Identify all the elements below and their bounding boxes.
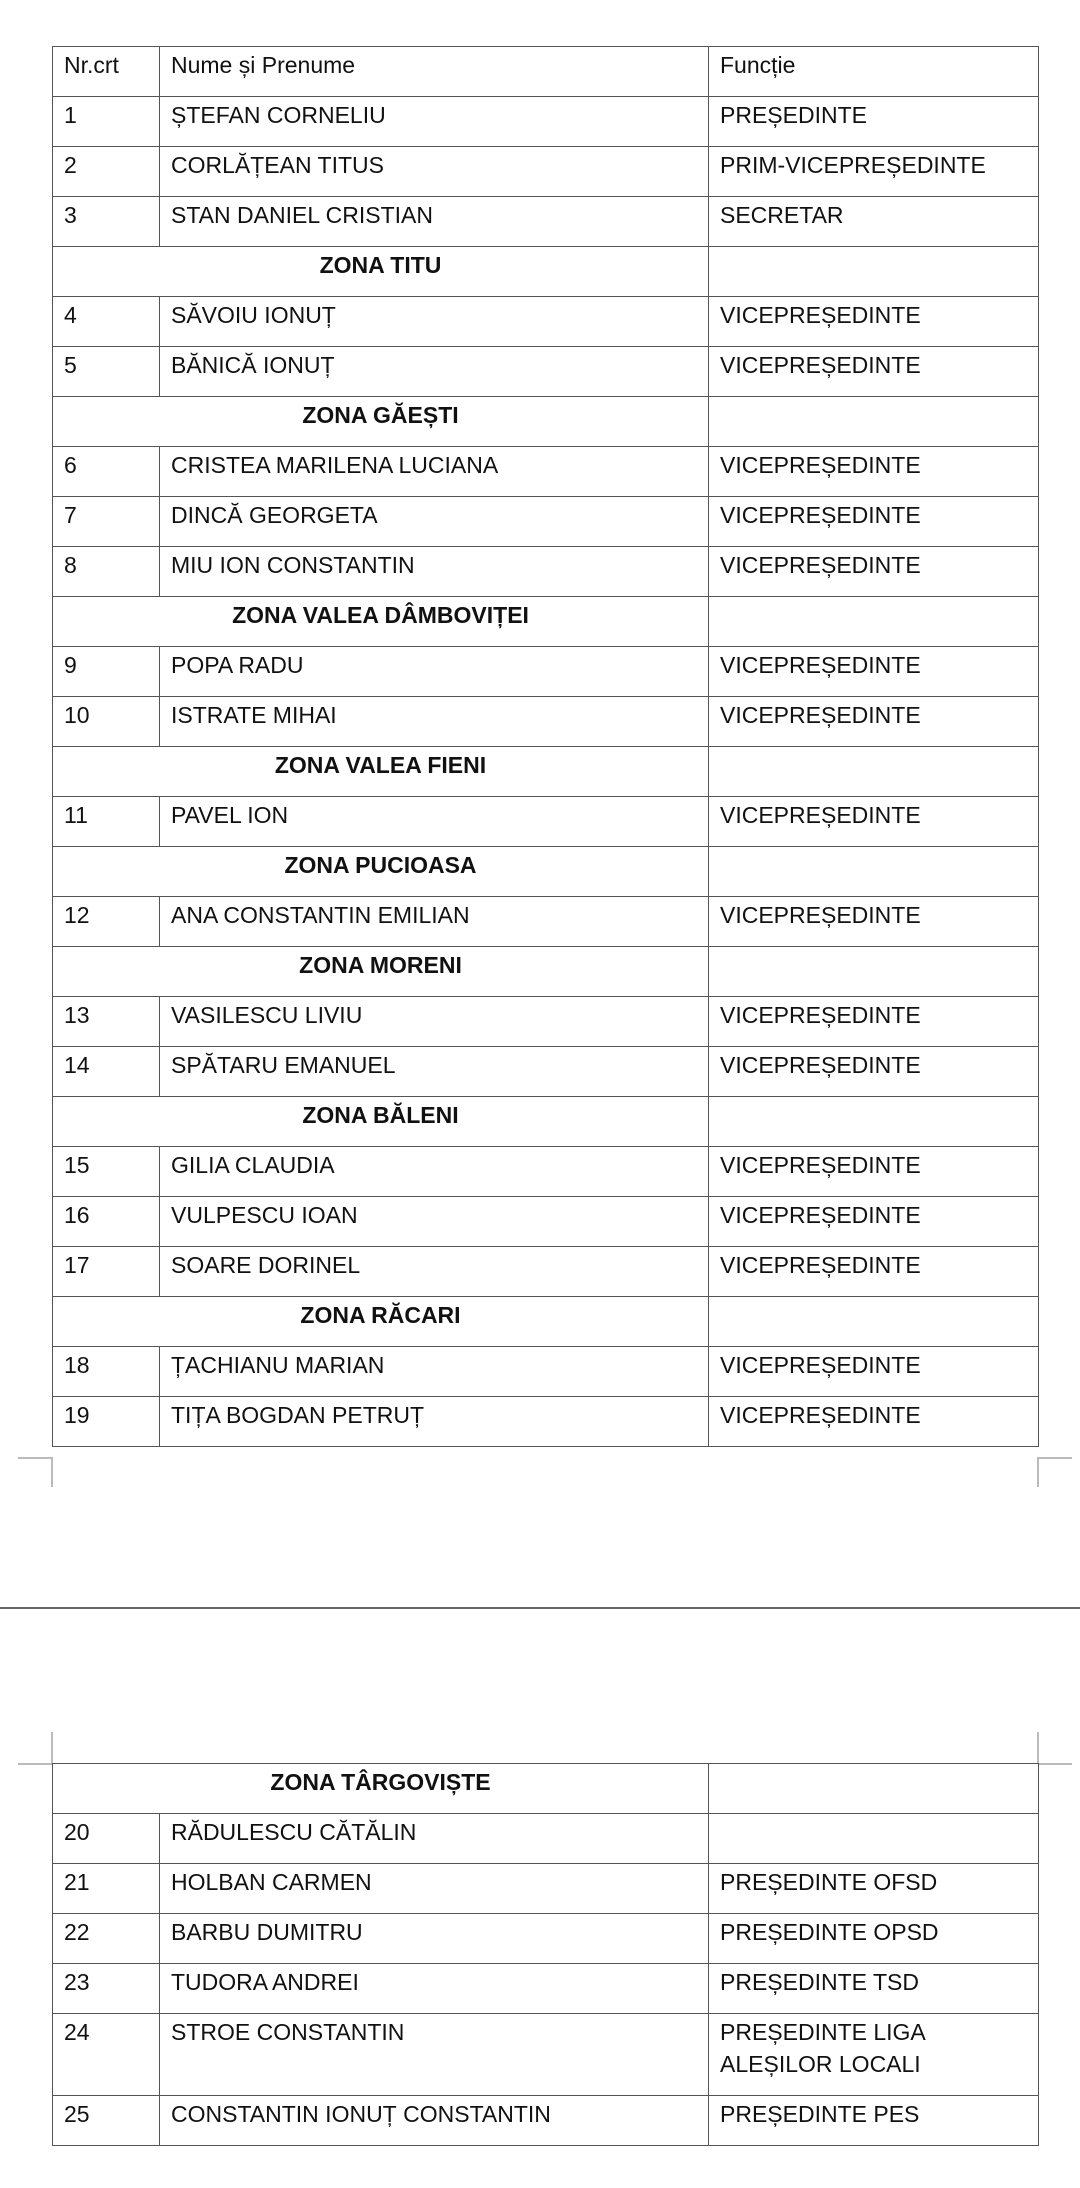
cell-name: STAN DANIEL CRISTIAN [160, 197, 709, 247]
cell-name: DINCĂ GEORGETA [160, 497, 709, 547]
cell-name: GILIA CLAUDIA [160, 1147, 709, 1197]
cell-name: SĂVOIU IONUȚ [160, 297, 709, 347]
zone-row [53, 847, 1039, 897]
members-table-page-1 [52, 46, 1039, 1447]
crop-mark [1037, 1457, 1039, 1487]
zone-row [53, 1764, 1039, 1814]
table-row [53, 447, 1039, 497]
cell-role: VICEPREȘEDINTE [709, 447, 1039, 497]
cell-nr: 10 [53, 697, 160, 747]
zone-label: ZONA BĂLENI [53, 1097, 709, 1147]
cell-role: VICEPREȘEDINTE [709, 547, 1039, 597]
cell-name: ȘTEFAN CORNELIU [160, 97, 709, 147]
cell-name: VASILESCU LIVIU [160, 997, 709, 1047]
zone-role-empty [709, 747, 1039, 797]
zone-role-empty [709, 847, 1039, 897]
crop-mark [51, 1732, 53, 1764]
cell-role [709, 1814, 1039, 1864]
cell-nr: 14 [53, 1047, 160, 1097]
cell-nr: 16 [53, 1197, 160, 1247]
cell-name: STROE CONSTANTIN [160, 2014, 709, 2096]
cell-name: TIȚA BOGDAN PETRUȚ [160, 1397, 709, 1447]
table-row [53, 1047, 1039, 1097]
cell-name: MIU ION CONSTANTIN [160, 547, 709, 597]
header-role: Funcție [709, 47, 1039, 97]
zone-row [53, 747, 1039, 797]
cell-role: PREȘEDINTE OPSD [709, 1914, 1039, 1964]
cell-nr: 13 [53, 997, 160, 1047]
table-row [53, 197, 1039, 247]
cell-name: RĂDULESCU CĂTĂLIN [160, 1814, 709, 1864]
table-row [53, 647, 1039, 697]
cell-nr: 17 [53, 1247, 160, 1297]
zone-label: ZONA PUCIOASA [53, 847, 709, 897]
cell-nr: 6 [53, 447, 160, 497]
table-row [53, 1197, 1039, 1247]
cell-nr: 2 [53, 147, 160, 197]
table-row [53, 1964, 1039, 2014]
table-row [53, 2096, 1039, 2146]
zone-role-empty [709, 947, 1039, 997]
zone-role-empty [709, 597, 1039, 647]
cell-name: ANA CONSTANTIN EMILIAN [160, 897, 709, 947]
cell-role: VICEPREȘEDINTE [709, 1047, 1039, 1097]
crop-mark [18, 1457, 52, 1459]
cell-name: ȚACHIANU MARIAN [160, 1347, 709, 1397]
table-row [53, 97, 1039, 147]
zone-role-empty [709, 1764, 1039, 1814]
table-row [53, 497, 1039, 547]
zone-label: ZONA RĂCARI [53, 1297, 709, 1347]
crop-mark [1038, 1763, 1072, 1765]
zone-row [53, 947, 1039, 997]
crop-mark [1038, 1457, 1072, 1459]
cell-name: POPA RADU [160, 647, 709, 697]
table-row [53, 1864, 1039, 1914]
cell-nr: 7 [53, 497, 160, 547]
cell-nr: 23 [53, 1964, 160, 2014]
zone-label: ZONA TITU [53, 247, 709, 297]
cell-nr: 24 [53, 2014, 160, 2096]
cell-role: VICEPREȘEDINTE [709, 1247, 1039, 1297]
cell-nr: 9 [53, 647, 160, 697]
cell-name: VULPESCU IOAN [160, 1197, 709, 1247]
crop-mark [18, 1763, 52, 1765]
zone-label: ZONA VALEA DÂMBOVIȚEI [53, 597, 709, 647]
zone-row [53, 247, 1039, 297]
members-table-page-2 [52, 1763, 1039, 2146]
table-row [53, 1814, 1039, 1864]
cell-role: PREȘEDINTE LIGA ALEȘILOR LOCALI [709, 2014, 1039, 2096]
cell-nr: 5 [53, 347, 160, 397]
zone-row [53, 397, 1039, 447]
zone-label: ZONA MORENI [53, 947, 709, 997]
cell-role: VICEPREȘEDINTE [709, 1147, 1039, 1197]
cell-role: VICEPREȘEDINTE [709, 647, 1039, 697]
cell-role: VICEPREȘEDINTE [709, 997, 1039, 1047]
cell-name: SPĂTARU EMANUEL [160, 1047, 709, 1097]
table-row [53, 797, 1039, 847]
table-row [53, 297, 1039, 347]
cell-role: PREȘEDINTE OFSD [709, 1864, 1039, 1914]
cell-nr: 20 [53, 1814, 160, 1864]
cell-role: VICEPREȘEDINTE [709, 697, 1039, 747]
cell-nr: 4 [53, 297, 160, 347]
cell-role: VICEPREȘEDINTE [709, 497, 1039, 547]
cell-role: VICEPREȘEDINTE [709, 297, 1039, 347]
cell-nr: 21 [53, 1864, 160, 1914]
table-row [53, 2014, 1039, 2096]
table-row [53, 697, 1039, 747]
page-break-line [0, 1607, 1080, 1609]
header-name: Nume și Prenume [160, 47, 709, 97]
zone-label: ZONA TÂRGOVIȘTE [53, 1764, 709, 1814]
zone-label: ZONA GĂEȘTI [53, 397, 709, 447]
zone-role-empty [709, 397, 1039, 447]
zone-label: ZONA VALEA FIENI [53, 747, 709, 797]
cell-name: BĂNICĂ IONUȚ [160, 347, 709, 397]
crop-mark [51, 1457, 53, 1487]
table-row [53, 547, 1039, 597]
cell-name: CRISTEA MARILENA LUCIANA [160, 447, 709, 497]
cell-nr: 1 [53, 97, 160, 147]
cell-nr: 25 [53, 2096, 160, 2146]
cell-name: SOARE DORINEL [160, 1247, 709, 1297]
cell-role: VICEPREȘEDINTE [709, 897, 1039, 947]
cell-nr: 15 [53, 1147, 160, 1197]
zone-row [53, 1297, 1039, 1347]
zone-role-empty [709, 1297, 1039, 1347]
table-row [53, 997, 1039, 1047]
table-row [53, 897, 1039, 947]
cell-role: VICEPREȘEDINTE [709, 797, 1039, 847]
cell-role: VICEPREȘEDINTE [709, 1197, 1039, 1247]
cell-nr: 18 [53, 1347, 160, 1397]
table-row [53, 1397, 1039, 1447]
crop-mark [1037, 1732, 1039, 1764]
cell-name: CONSTANTIN IONUȚ CONSTANTIN [160, 2096, 709, 2146]
cell-role: PREȘEDINTE [709, 97, 1039, 147]
table-row [53, 1347, 1039, 1397]
zone-role-empty [709, 1097, 1039, 1147]
cell-nr: 19 [53, 1397, 160, 1447]
cell-nr: 22 [53, 1914, 160, 1964]
cell-role: VICEPREȘEDINTE [709, 1347, 1039, 1397]
table-row [53, 1147, 1039, 1197]
cell-name: HOLBAN CARMEN [160, 1864, 709, 1914]
cell-role: PREȘEDINTE TSD [709, 1964, 1039, 2014]
zone-role-empty [709, 247, 1039, 297]
cell-name: PAVEL ION [160, 797, 709, 847]
table-row [53, 147, 1039, 197]
table-row [53, 347, 1039, 397]
cell-nr: 11 [53, 797, 160, 847]
cell-name: ISTRATE MIHAI [160, 697, 709, 747]
cell-name: TUDORA ANDREI [160, 1964, 709, 2014]
header-nr: Nr.crt [53, 47, 160, 97]
cell-name: BARBU DUMITRU [160, 1914, 709, 1964]
zone-row [53, 597, 1039, 647]
cell-role: VICEPREȘEDINTE [709, 347, 1039, 397]
cell-nr: 8 [53, 547, 160, 597]
cell-role: VICEPREȘEDINTE [709, 1397, 1039, 1447]
cell-nr: 3 [53, 197, 160, 247]
table-header-row [53, 47, 1039, 97]
cell-nr: 12 [53, 897, 160, 947]
cell-role: PREȘEDINTE PES [709, 2096, 1039, 2146]
table-row [53, 1914, 1039, 1964]
cell-name: CORLĂȚEAN TITUS [160, 147, 709, 197]
table-row [53, 1247, 1039, 1297]
cell-role: PRIM-VICEPREȘEDINTE [709, 147, 1039, 197]
cell-role: SECRETAR [709, 197, 1039, 247]
zone-row [53, 1097, 1039, 1147]
